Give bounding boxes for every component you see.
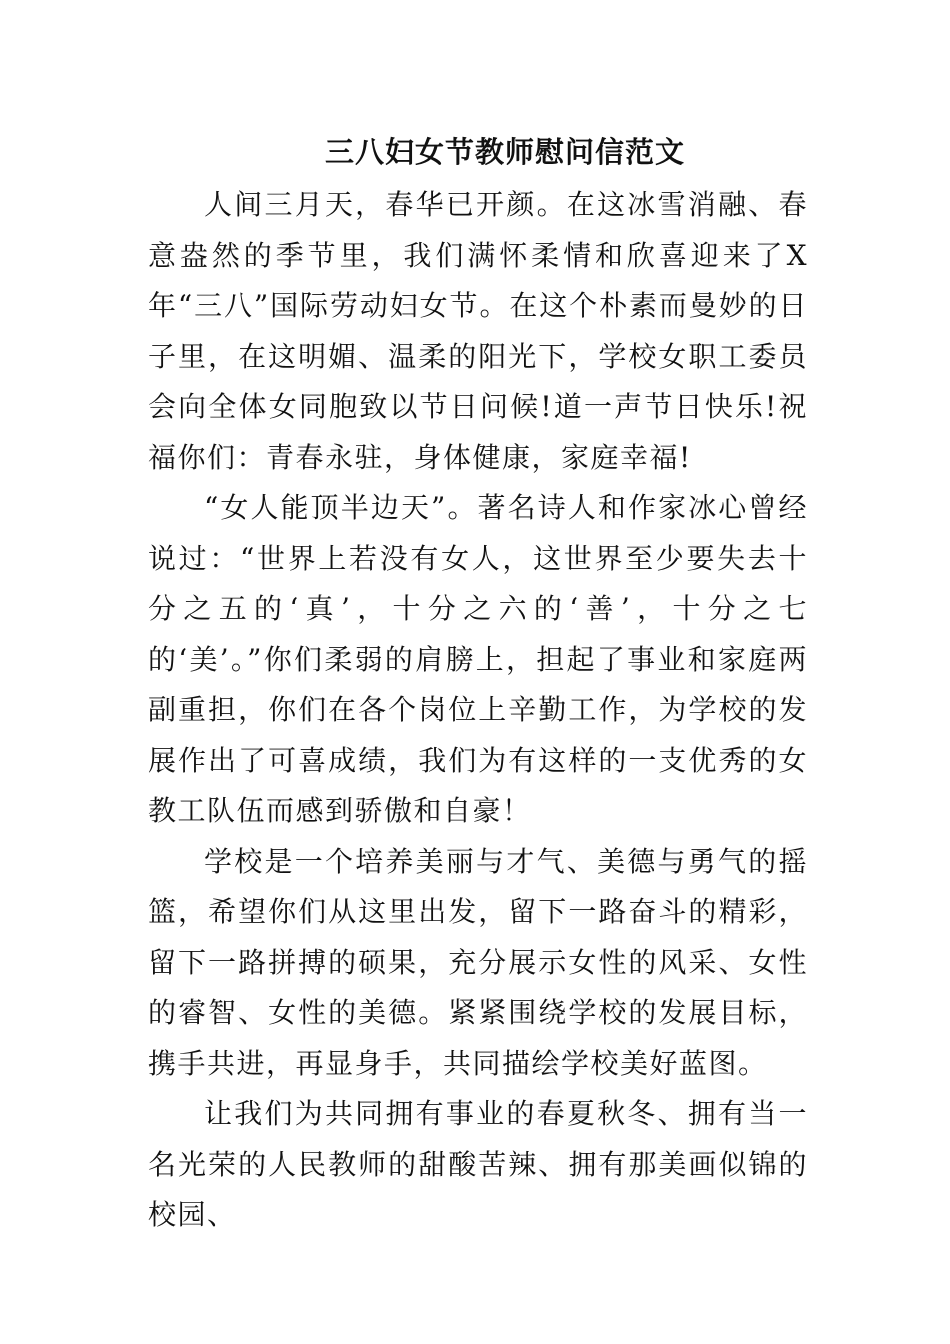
document-body — [148, 180, 808, 1241]
paragraph-3: 学校是一个培养美丽与才气、美德与勇气的摇篮，希望你们从这里出发，留下一路奋斗的精彩，留下一路拼搏的硕果，充分展示女性的风采、女性的睿智、女性的美德。紧紧围绕学校的发展目标，携手共进，再显身手，共同描绘学校美好蓝图。 — [148, 844, 808, 1080]
paragraph-1: 人间三月天，春华已开颜。在这冰雪消融、春意盎然的季节里，我们满怀柔情和欣喜迎来了X年“三八”国际劳动妇女节。在这个朴素而曼妙的日子里，在这明媚、温柔的阳光下，学校女职工委员会向全体女同胞致以节日问候!道一声节日快乐!祝福你们：青春永驻，身体健康，家庭幸福! — [148, 188, 808, 474]
paragraph-2: “女人能顶半边天”。著名诗人和作家冰心曾经说过：“世界上若没有女人，这世界至少要失去十分之五的‘真’，十分之六的‘善’，十分之七的‘美’。”你们柔弱的肩膀上，担起了事业和家庭两副重担，你们在各个岗位上辛勤工作，为学校的发展作出了可喜成绩，我们为有这样的一支优秀的女教工队伍而感到骄傲和自豪！ — [148, 491, 808, 827]
paragraph-4: 让我们为共同拥有事业的春夏秋冬、拥有当一名光荣的人民教师的甜酸苦辣、拥有那美画似锦的校园、 — [148, 1097, 808, 1231]
document-title: 三八妇女节教师慰问信范文 — [324, 135, 685, 169]
